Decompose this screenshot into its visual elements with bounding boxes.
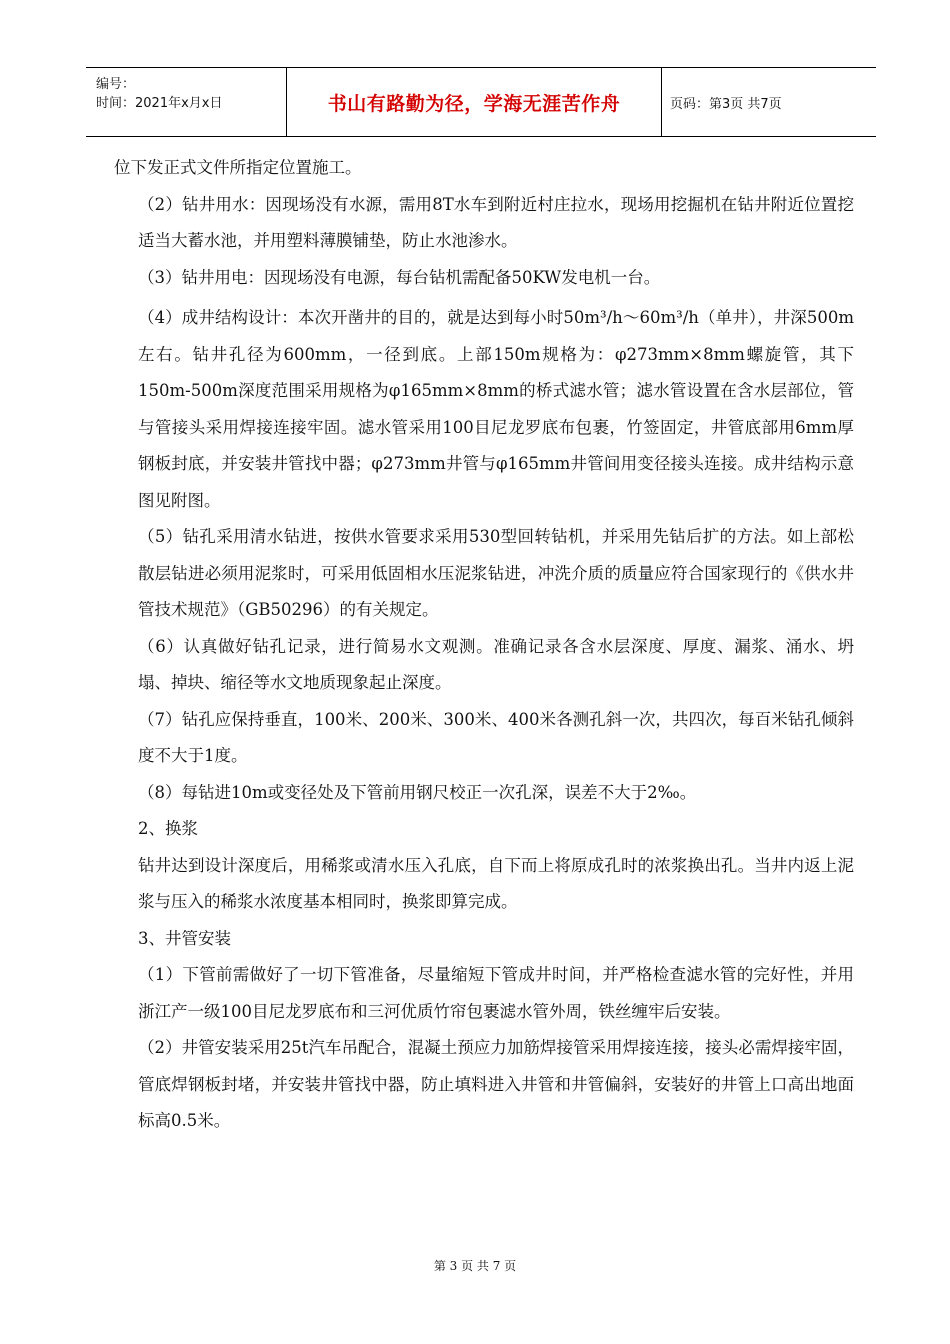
paragraph-depth-check: （8）每钻进10m或变径处及下管前用钢尺校正一次孔深，误差不大于2‰。 bbox=[138, 782, 697, 802]
page-footer: 第 3 页 共 7 页 bbox=[433, 1259, 517, 1273]
header-meta bbox=[86, 68, 286, 136]
section-heading-mud-change: 2、换浆 bbox=[138, 819, 198, 838]
paragraph-drilling: （5）钻孔采用清水钻进，按供水管要求采用530型回转钻机，并采用先钻后扩的方法。如上部松散层钻进必须用泥浆时，可采用低固相水压泥浆钻进，冲洗介质的质量应符合国家现行的《供水井管技术规范》（GB50296）的有关规定。 bbox=[138, 527, 854, 619]
paragraph-vertical: （7）钻孔应保持垂直，100米、200米、300米、400米各测孔斜一次，共四次，每百米钻孔倾斜度不大于1度。 bbox=[138, 709, 854, 765]
paragraph-pipe-install: （2）井管安装采用25t汽车吊配合，混凝土预应力加筋焊接管采用焊接连接，接头必需焊接牢固，管底焊钢板封堵，并安装井管找中器，防止填料进入井管和井管偏斜，安装好的井管上口高出地面标高0.5米。 bbox=[138, 1038, 854, 1130]
paragraph-continuation: 位下发正式文件所指定位置施工。 bbox=[114, 158, 362, 177]
paragraph-mud-change: 钻井达到设计深度后，用稀浆或清水压入孔底，自下而上将原成孔时的浓浆换出孔。当井内返上泥浆与压入的稀浆水浓度基本相同时，换浆即算完成。 bbox=[138, 855, 854, 911]
doc-number-label: 编号： bbox=[96, 77, 136, 92]
header-motto-cell bbox=[286, 68, 662, 136]
section-heading-pipe-install: 3、井管安装 bbox=[138, 928, 231, 948]
header-page-cell bbox=[662, 68, 876, 136]
header-page-info: 页码：第3页 共7页 bbox=[670, 96, 782, 112]
paragraph-records: （6）认真做好钻孔记录，进行简易水文观测。准确记录各含水层深度、厚度、漏浆、涌水、坍塌、掉块、缩径等水文地质现象起止深度。 bbox=[138, 636, 854, 692]
doc-time-label: 时间：2021年x月x日 bbox=[96, 96, 223, 111]
paragraph-pipe-prep: （1）下管前需做好了一切下管准备，尽量缩短下管成井时间，并严格检查滤水管的完好性，并用浙江产一级100目尼龙罗底布和三河优质竹帘包裹滤水管外周，铁丝缠牢后安装。 bbox=[138, 965, 854, 1021]
paragraph-power: （3）钻井用电：因现场没有电源，每台钻机需配备50KW发电机一台。 bbox=[138, 267, 661, 287]
document-body bbox=[114, 150, 854, 1140]
page-header bbox=[86, 67, 876, 137]
paragraph-water: （2）钻井用水：因现场没有水源，需用8T水车到附近村庄拉水，现场用挖掘机在钻井附近位置挖适当大蓄水池，并用塑料薄膜铺垫，防止水池渗水。 bbox=[138, 194, 854, 250]
header-motto: 书山有路勤为径，学海无涯苦作舟 bbox=[327, 92, 621, 115]
paragraph-structure: （4）成井结构设计：本次开凿井的目的，就是达到每小时50m³/h～60m³/h（单井），井深500m左右。钻井孔径为600mm，一径到底。上部150m规格为：φ273mm×8mm螺旋管，其下150m-500m深度范围采用规格为φ165mm×8mm的桥式滤水管；滤水管设置在含水层部位，管与管接头采用焊接连接牢固。滤水管采用100目尼龙罗底布包裹，竹签固定，井管底部用6mm厚钢板封底，并安装井管找中器；φ273mm井管与φ165mm井管间用变径接头连接。成井结构示意图见附图。 bbox=[138, 308, 854, 510]
